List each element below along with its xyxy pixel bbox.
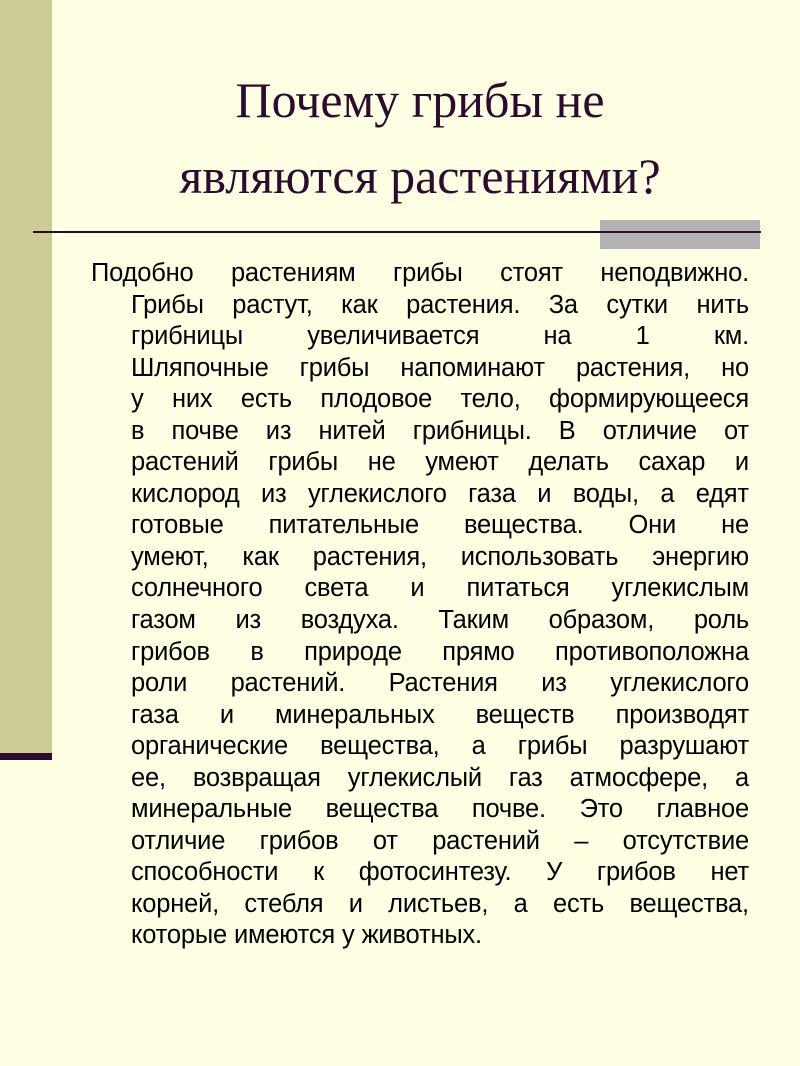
side-decor-band-foot [0, 753, 52, 760]
body-word: растения, [312, 542, 427, 571]
body-word: плодовое [320, 385, 433, 414]
body-word: в [131, 416, 145, 445]
body-word: разрушают [619, 732, 749, 761]
body-word: корней, [131, 889, 219, 918]
slide-body-text [91, 258, 749, 952]
body-word: стоят [500, 259, 563, 287]
body-line [131, 290, 749, 322]
body-word: нет [710, 858, 749, 887]
body-word: фотосинтезу. [358, 858, 512, 887]
body-word: Шляпочные [131, 353, 269, 382]
body-word: как [242, 542, 279, 571]
body-line [131, 447, 749, 479]
body-word: а [513, 889, 528, 918]
body-word: прямо [442, 637, 515, 666]
body-word: В [558, 416, 576, 445]
slide-title-line-2: являются растениями? [179, 148, 661, 204]
body-word: как [341, 290, 378, 319]
body-word: не [721, 511, 749, 540]
body-line [131, 542, 749, 574]
body-word: готовые [131, 511, 224, 540]
body-word: растут, [232, 290, 313, 319]
body-word: углекислым [611, 574, 749, 603]
body-word: умеют, [131, 542, 209, 571]
body-line [131, 826, 749, 858]
body-line [131, 510, 749, 542]
body-word: из [261, 479, 287, 508]
body-word: ее, [131, 763, 166, 792]
body-word: которые [131, 921, 227, 950]
body-word: из [265, 416, 292, 445]
body-word: стебля [244, 889, 324, 918]
body-word: атмосфере, [569, 763, 708, 792]
body-word: растений [432, 826, 540, 855]
body-word: роли [131, 669, 188, 698]
body-word: но [721, 353, 749, 382]
body-line [131, 857, 749, 889]
body-word: делать [528, 448, 609, 477]
body-word: питательные [268, 511, 419, 540]
body-word: Это [579, 795, 623, 824]
slide-title-line-1: Почему грибы не [235, 72, 605, 128]
body-word: углекислого [610, 669, 749, 698]
body-word: вещества, [629, 889, 749, 918]
body-line [131, 920, 749, 952]
body-word: них [171, 385, 213, 414]
body-word: Они [628, 511, 677, 540]
body-line [131, 668, 749, 700]
body-word: едят [695, 479, 749, 508]
body-word: отсутствие [622, 826, 749, 855]
body-word: солнечного [131, 574, 263, 603]
body-word: образом, [548, 606, 655, 635]
body-line [131, 353, 749, 385]
body-line [131, 605, 749, 637]
body-word: вещества. [464, 511, 584, 540]
body-line [131, 573, 749, 605]
body-word: газа [468, 479, 516, 508]
body-word: углекислого [307, 479, 447, 508]
body-word: животных. [361, 921, 482, 950]
body-word: газа [131, 700, 179, 729]
body-word: растений. [230, 669, 346, 698]
body-word: и [734, 448, 749, 477]
body-word: у [342, 921, 355, 950]
body-word: грибы [268, 448, 339, 477]
body-word: тело, [460, 385, 521, 414]
body-word: имеются [233, 921, 336, 950]
body-word: к [313, 858, 325, 887]
body-word: веществ [475, 700, 575, 729]
slide-title [60, 62, 780, 214]
body-word: Подобно [91, 259, 194, 287]
body-word: За [548, 290, 578, 319]
body-word: а [660, 479, 675, 508]
body-word: в [250, 637, 264, 666]
side-decor-band [0, 0, 52, 753]
body-line [131, 384, 749, 416]
body-word: углекислый [347, 763, 482, 792]
body-word: а [734, 763, 749, 792]
body-word: вещества, [320, 732, 440, 761]
body-word: умеют [425, 448, 499, 477]
body-word: газ [508, 763, 543, 792]
body-word: грибов [259, 826, 339, 855]
body-word: почве [171, 416, 239, 445]
body-word: грибы [299, 353, 370, 382]
body-line [131, 794, 749, 826]
body-word: и [537, 479, 552, 508]
body-word: кислород [131, 479, 240, 508]
body-word: есть [552, 889, 605, 918]
body-word: и [348, 889, 363, 918]
body-word: использовать [460, 542, 619, 571]
body-word: нитей [318, 416, 386, 445]
body-word: есть [240, 385, 292, 414]
body-word: и [219, 700, 234, 729]
body-word: минеральные [131, 795, 292, 824]
body-line [91, 258, 749, 290]
body-word: грибы [517, 732, 588, 761]
body-word: на [543, 322, 572, 351]
body-word: из [235, 606, 261, 635]
body-word: грибы [392, 259, 463, 287]
body-word: почве. [471, 795, 546, 824]
body-word: У [546, 858, 563, 887]
body-line [131, 731, 749, 763]
body-word: минеральных [274, 700, 435, 729]
body-word: вещества [325, 795, 439, 824]
body-line [131, 479, 749, 511]
body-word: противоположна [554, 637, 749, 666]
title-divider [33, 231, 761, 233]
body-word: увеличивается [307, 322, 480, 351]
body-word: Грибы [131, 290, 204, 319]
body-word: – [574, 826, 589, 855]
body-word: нить [696, 290, 749, 319]
body-word: питаться [466, 574, 570, 603]
body-word: грибницы [131, 322, 243, 351]
body-word: у [131, 385, 144, 414]
body-word: не [367, 448, 396, 477]
body-word: сахар [638, 448, 706, 477]
body-word: формирующееся [549, 385, 749, 414]
body-word: газом [131, 606, 196, 635]
body-word: и [410, 574, 425, 603]
body-word: грибов [131, 637, 210, 666]
body-word: света [304, 574, 369, 603]
body-word: растения. [406, 290, 521, 319]
body-word: отличие [602, 416, 697, 445]
body-line [131, 889, 749, 921]
title-accent-block [600, 220, 760, 249]
body-word: грибов [596, 858, 676, 887]
body-word: от [724, 416, 749, 445]
body-word: отличие [131, 826, 226, 855]
body-word: от [372, 826, 398, 855]
body-word: а [471, 732, 486, 761]
body-line [131, 416, 749, 448]
body-word: км. [713, 322, 749, 351]
body-word: производят [615, 700, 749, 729]
body-word: из [541, 669, 567, 698]
body-word: Растения [388, 669, 498, 698]
body-word: роль [693, 606, 749, 635]
body-word: воздуха. [300, 606, 399, 635]
body-word: возвращая [192, 763, 321, 792]
body-word: способности [131, 858, 279, 887]
body-line [131, 321, 749, 353]
body-word: органические [131, 732, 289, 761]
body-word: листьев, [388, 889, 489, 918]
body-word: неподвижно. [600, 259, 749, 287]
body-word: энергию [652, 542, 749, 571]
body-word: растения, [575, 353, 691, 382]
body-line [131, 763, 749, 795]
body-line [131, 700, 749, 732]
body-word: напоминают [400, 353, 545, 382]
body-word: растениям [230, 259, 356, 287]
body-word: главное [656, 795, 749, 824]
body-word: 1 [635, 322, 650, 351]
body-word: Таким [438, 606, 509, 635]
body-line [131, 637, 749, 669]
body-word: природе [304, 637, 402, 666]
body-word: грибницы. [412, 416, 532, 445]
body-word: воды, [572, 479, 639, 508]
body-word: сутки [606, 290, 668, 319]
body-word: растений [131, 448, 239, 477]
